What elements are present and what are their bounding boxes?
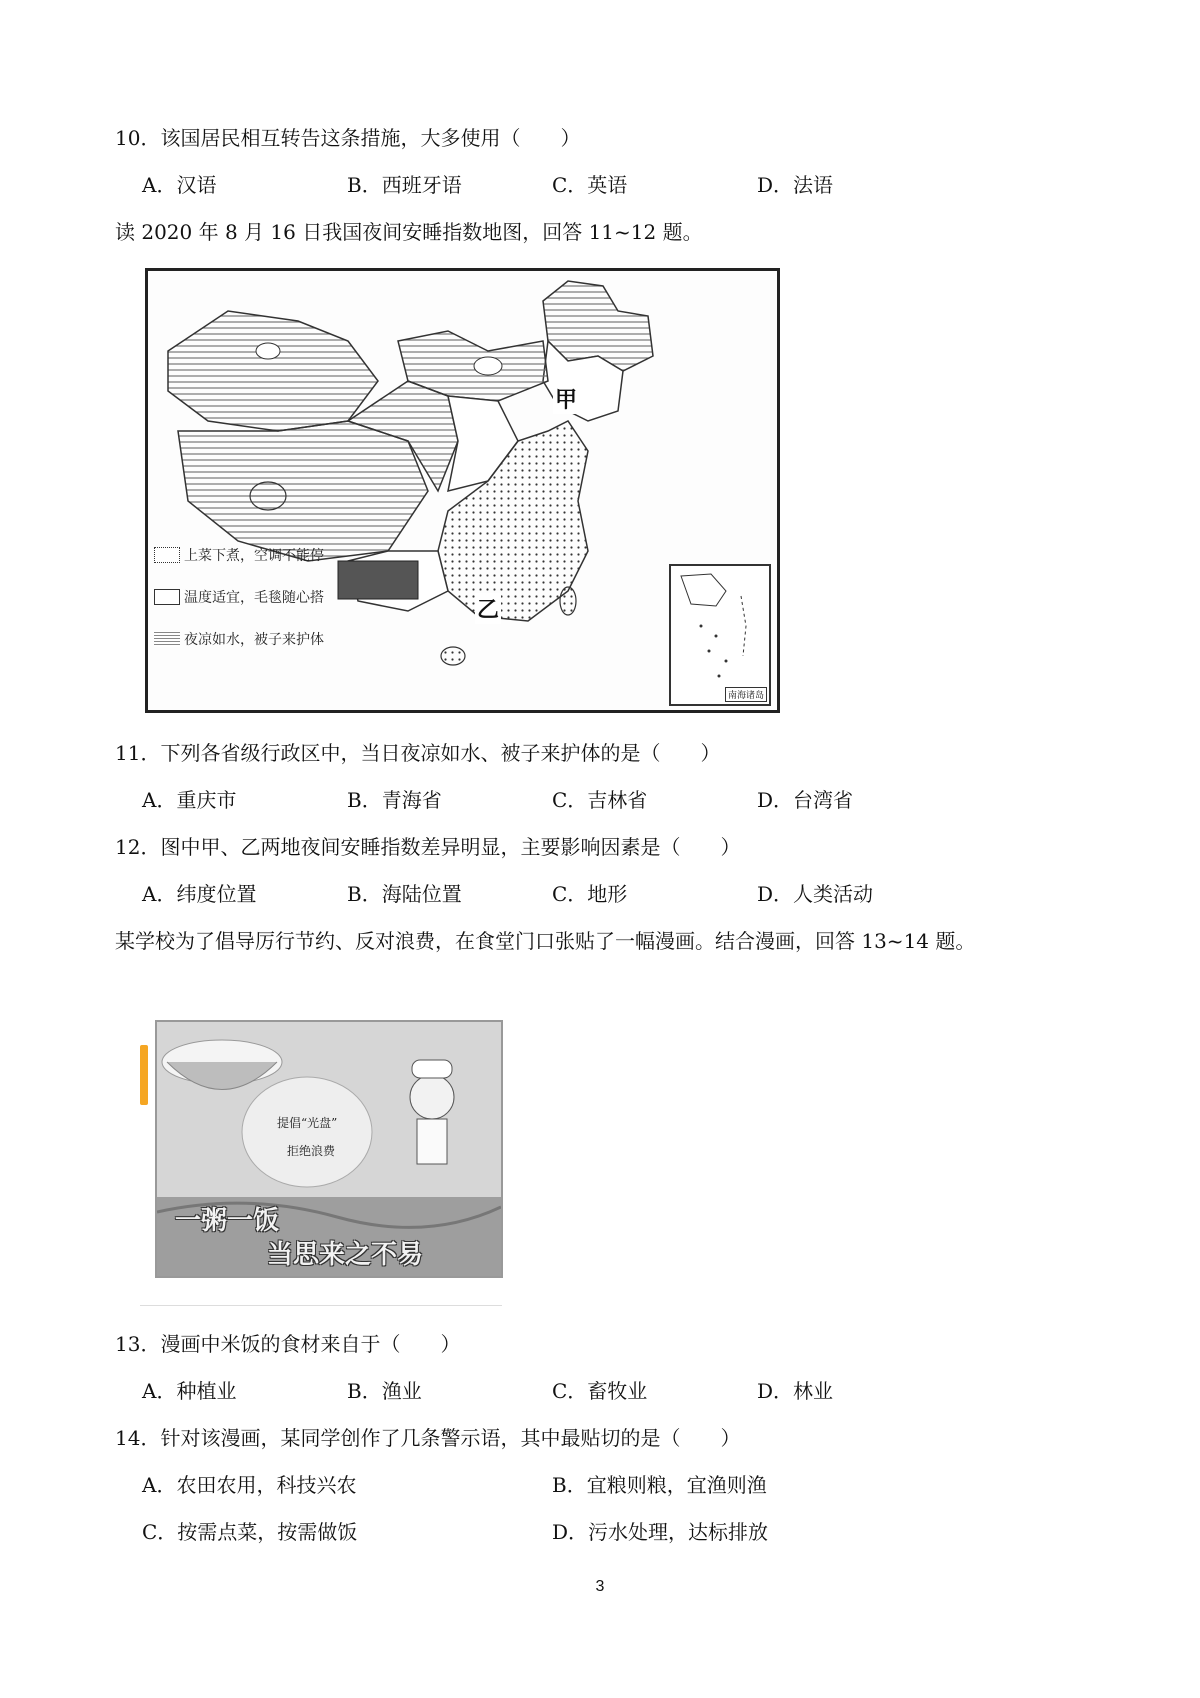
q11-option-c: C．吉林省 [552, 788, 648, 812]
q14-stem: 14．针对该漫画，某同学创作了几条警示语，其中最贴切的是（ ） [115, 1426, 741, 1450]
cartoon-small-text-1: 提倡“光盘” [277, 1116, 338, 1130]
q14-option-b: B．宜粮则粮，宜渔则渔 [552, 1473, 767, 1497]
q13-option-d: D．林业 [757, 1379, 834, 1403]
q10-option-a: A．汉语 [142, 173, 217, 197]
figure-orange-marker [140, 1045, 148, 1105]
q10-option-d: D．法语 [757, 173, 834, 197]
label-yi: 乙 [475, 593, 501, 624]
cartoon-poster [155, 1020, 503, 1278]
q11-option-d: D．台湾省 [757, 788, 854, 812]
q12-option-c: C．地形 [552, 882, 628, 906]
legend-label-mild: 温度适宜，毛毯随心搭 [184, 590, 324, 606]
cartoon-slogan-2: 当思来之不易 [267, 1240, 424, 1270]
q11-option-b: B．青海省 [347, 788, 442, 812]
cartoon-small-text-2: 拒绝浪费 [287, 1144, 336, 1158]
q13-option-a: A．种植业 [142, 1379, 237, 1403]
q13-option-b: B．渔业 [347, 1379, 422, 1403]
q12-option-b: B．海陆位置 [347, 882, 462, 906]
q14-option-a: A．农田农用，科技兴农 [142, 1473, 357, 1497]
q13-stem: 13．漫画中米饭的食材来自于（ ） [115, 1332, 461, 1356]
q11-option-a: A．重庆市 [142, 788, 237, 812]
cartoon-slogan-1: 一粥一饭 [175, 1206, 280, 1236]
legend-label-hot: 上菜下煮，空调不能停 [184, 548, 324, 564]
figure-divider [140, 1305, 502, 1306]
legend-item-hot [154, 545, 324, 565]
q10-option-b: B．西班牙语 [347, 173, 462, 197]
inset-islands-drawing [671, 566, 769, 704]
legend-item-cool [154, 629, 324, 649]
legend-hatched-swatch [154, 631, 180, 647]
q12-option-a: A．纬度位置 [142, 882, 257, 906]
legend-dotted-swatch [154, 547, 180, 563]
q12-stem: 12．图中甲、乙两地夜间安睡指数差异明显，主要影响因素是（ ） [115, 835, 741, 859]
inset-label: 南海诸岛 [725, 687, 767, 702]
q10-stem: 10．该国居民相互转告这条措施，大多使用（ ） [115, 126, 581, 150]
page-number: 3 [595, 1578, 605, 1595]
q11-stem: 11．下列各省级行政区中，当日夜凉如水、被子来护体的是（ ） [115, 741, 721, 765]
legend-item-mild [154, 587, 324, 607]
legend-label-cool: 夜凉如水，被子来护体 [184, 632, 324, 648]
q13-option-c: C．畜牧业 [552, 1379, 648, 1403]
q14-option-c: C．按需点菜，按需做饭 [142, 1520, 358, 1544]
intro-11-12: 读 2020 年 8 月 16 日我国夜间安睡指数地图，回答 11~12 题。 [115, 220, 703, 244]
q12-option-d: D．人类活动 [757, 882, 874, 906]
label-jia: 甲 [553, 383, 579, 414]
intro-13-14: 某学校为了倡导厉行节约、反对浪费，在食堂门口张贴了一幅漫画。结合漫画，回答 13~14 题。 [115, 929, 976, 953]
q10-option-c: C．英语 [552, 173, 628, 197]
legend-blank-swatch [154, 589, 180, 605]
sleep-index-map [145, 268, 780, 713]
q14-option-d: D．污水处理，达标排放 [552, 1520, 769, 1544]
south-china-sea-inset [669, 564, 771, 706]
